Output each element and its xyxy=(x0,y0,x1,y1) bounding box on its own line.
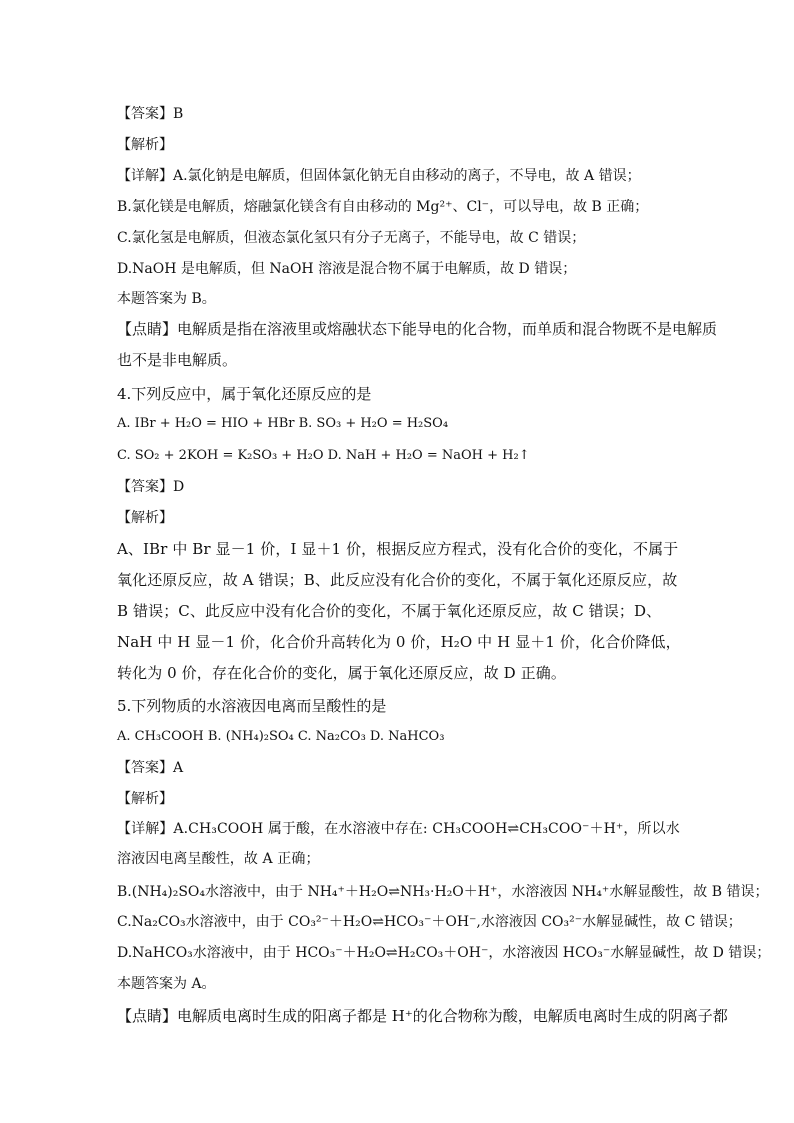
q5-answer: 【答案】A xyxy=(117,760,184,776)
q3-detail-a: 【详解】A.氯化钠是电解质，但固体氯化钠无自由移动的离子，不导电，故 A 错误； xyxy=(117,168,641,184)
q3-detail-c: C.氯化氢是电解质，但液态氯化氢只有分子无离子，不能导电，故 C 错误； xyxy=(117,230,586,246)
q3-point-line2: 也不是非电解质。 xyxy=(117,351,238,369)
q5-point: 【点睛】电解质电离时生成的阳离子都是 H⁺的化合物称为酸，电解质电离时生成的阴离子都 xyxy=(117,1007,728,1025)
q5-options: A. CH₃COOH B. (NH₄)₂SO₄ C. Na₂CO₃ D. NaHCO₃ xyxy=(117,729,445,744)
q5-stem: 5.下列物质的水溶液因电离而呈酸性的是 xyxy=(117,697,387,715)
q5-detail-a: 【详解】A.CH₃COOH 属于酸，在水溶液中存在: CH₃COOH⇌CH₃COO⁻＋H⁺，所以水溶液因电离呈酸性，故 A 正确； xyxy=(117,821,680,867)
q5-detail-b: B.(NH₄)₂SO₄水溶液中，由于 NH₄⁺＋H₂O⇌NH₃·H₂O＋H⁺，水溶液因 NH₄⁺水解显酸性，故 B 错误； xyxy=(117,884,769,900)
q4-analysis-body: A、IBr 中 Br 显－1 价，I 显＋1 价，根据反应方程式，没有化合价的变化，不属于氧化还原反应，故 A 错误；B、此反应没有化合价的变化，不属于氧化还原反应，故 B 错误；C、此反应中没有化合价的变化，不属于氧化还原反应，故 C 错误；D、NaH 中 H 显－1 价，化合价升高转化为 0 价，H₂O 中 H 显＋1 价，化合价降低，转化为 0 价，存在化合价的变化，属于氧化还原反应，故 D 正确。 xyxy=(117,540,681,682)
q4-options-row2: C. SO₂ + 2KOH = K₂SO₃ + H₂O D. NaH + H₂O = NaOH + H₂↑ xyxy=(117,448,530,463)
q3-detail-b: B.氯化镁是电解质，熔融氯化镁含有自由移动的 Mg²⁺、Cl⁻，可以导电，故 B 正确； xyxy=(117,199,649,215)
q3-point-line1: 【点睛】电解质是指在溶液里或熔融状态下能导电的化合物，而单质和混合物既不是电解质 xyxy=(117,320,718,338)
q5-analysis-heading: 【解析】 xyxy=(117,791,173,807)
q3-detail-d: D.NaOH 是电解质，但 NaOH 溶液是混合物不属于电解质，故 D 错误； xyxy=(117,261,577,277)
q4-analysis-heading: 【解析】 xyxy=(117,510,173,526)
q3-analysis-heading: 【解析】 xyxy=(117,137,173,153)
q4-options-row1: A. IBr + H₂O = HIO + HBr B. SO₃ + H₂O = H₂SO₄ xyxy=(117,416,449,431)
q4-answer: 【答案】D xyxy=(117,479,185,495)
q3-conclusion: 本题答案为 B。 xyxy=(117,291,216,307)
q4-stem: 4.下列反应中，属于氧化还原反应的是 xyxy=(117,385,372,403)
q5-detail-c: C.Na₂CO₃水溶液中，由于 CO₃²⁻＋H₂O⇌HCO₃⁻＋OH⁻,水溶液因 CO₃²⁻水解显碱性，故 C 错误； xyxy=(117,914,742,930)
q5-conclusion: 本题答案为 A。 xyxy=(117,976,216,992)
q5-detail-d: D.NaHCO₃水溶液中，由于 HCO₃⁻＋H₂O⇌H₂CO₃＋OH⁻，水溶液因 HCO₃⁻水解显碱性，故 D 错误； xyxy=(117,945,771,961)
q3-answer: 【答案】B xyxy=(117,106,184,122)
